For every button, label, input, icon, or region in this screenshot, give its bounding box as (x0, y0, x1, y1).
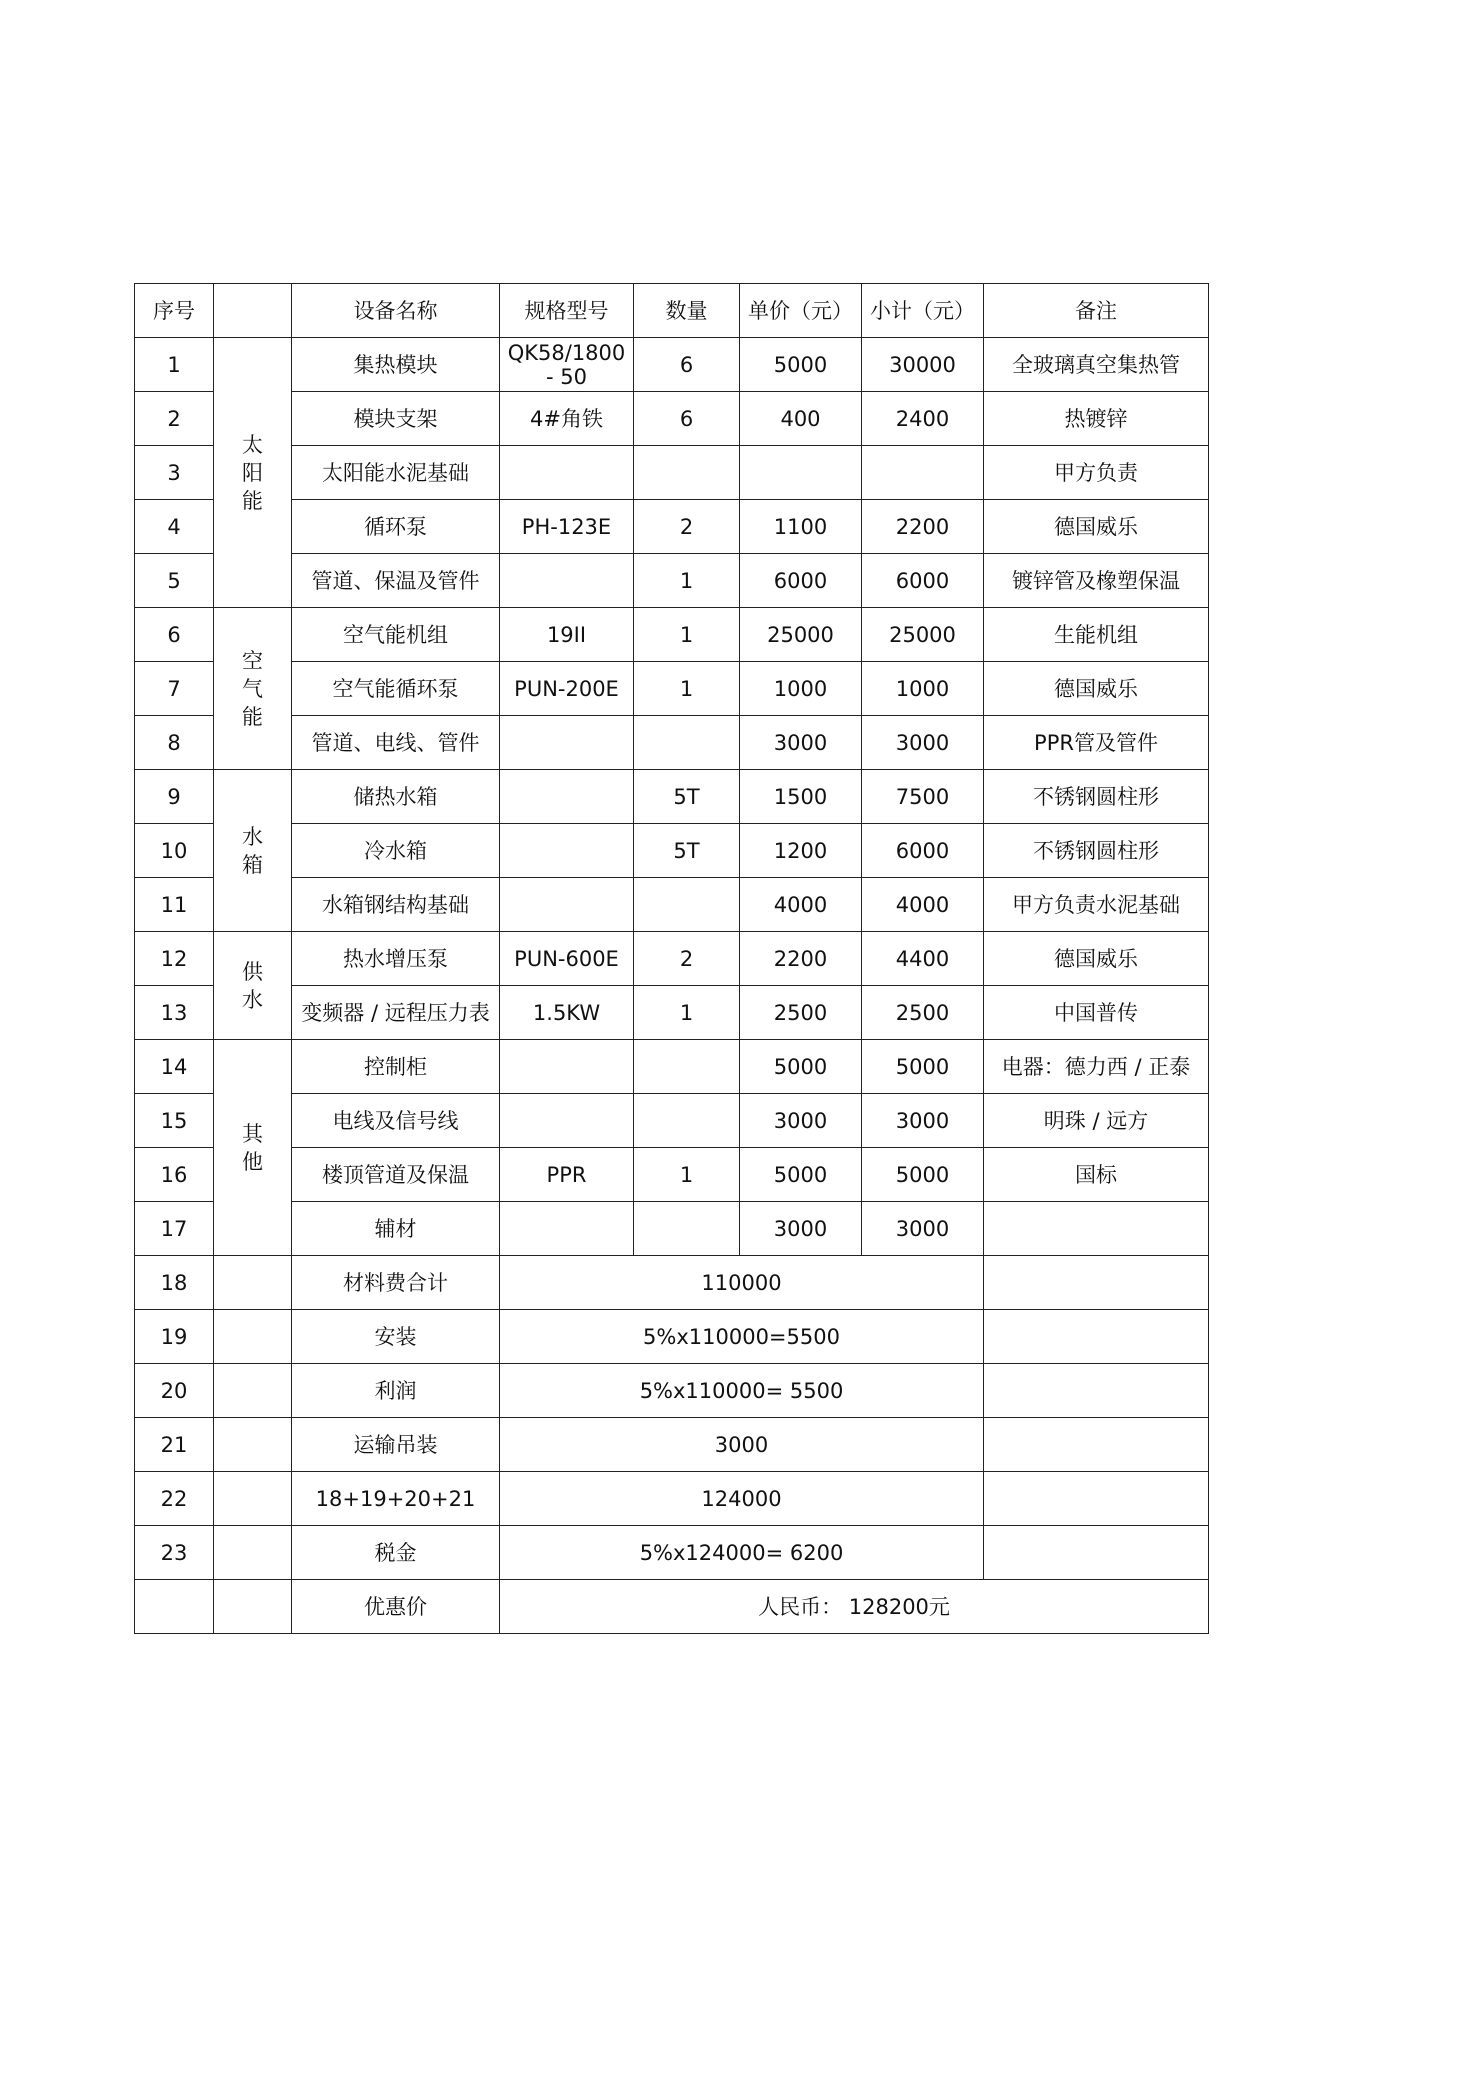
row-group-empty (214, 1364, 292, 1418)
row-name: 水箱钢结构基础 (292, 878, 500, 932)
row-name: 太阳能水泥基础 (292, 446, 500, 500)
row-subtotal: 3000 (862, 716, 984, 770)
row-group-empty (214, 1580, 292, 1634)
table-row (135, 1148, 1209, 1202)
row-group-empty (214, 1310, 292, 1364)
row-note-empty (984, 1310, 1209, 1364)
row-no: 15 (135, 1094, 214, 1148)
summary-row (135, 1472, 1209, 1526)
row-price: 6000 (740, 554, 862, 608)
row-subtotal: 5000 (862, 1148, 984, 1202)
row-value: 5%x110000=5500 (500, 1310, 984, 1364)
summary-row (135, 1256, 1209, 1310)
row-price: 3000 (740, 1202, 862, 1256)
row-price: 1200 (740, 824, 862, 878)
group-tank (214, 770, 292, 932)
row-name: 空气能机组 (292, 608, 500, 662)
row-model: PPR (500, 1148, 634, 1202)
row-name: 18+19+20+21 (292, 1472, 500, 1526)
header-note: 备注 (984, 284, 1209, 338)
table-row (135, 338, 1209, 392)
row-price: 4000 (740, 878, 862, 932)
row-value: 5%x124000= 6200 (500, 1526, 984, 1580)
row-group-empty (214, 1256, 292, 1310)
table-row (135, 824, 1209, 878)
row-qty: 5T (634, 770, 740, 824)
row-name: 安装 (292, 1310, 500, 1364)
group-char: 空 (242, 648, 263, 673)
row-note-empty (984, 1418, 1209, 1472)
row-name: 控制柜 (292, 1040, 500, 1094)
row-model: PH-123E (500, 500, 634, 554)
group-char: 其 (242, 1121, 263, 1146)
row-no: 10 (135, 824, 214, 878)
row-subtotal: 2200 (862, 500, 984, 554)
row-group-empty (214, 1472, 292, 1526)
row-no: 3 (135, 446, 214, 500)
summary-row (135, 1526, 1209, 1580)
header-model: 规格型号 (500, 284, 634, 338)
row-note: 德国威乐 (984, 662, 1209, 716)
row-qty: 2 (634, 500, 740, 554)
row-price: 400 (740, 392, 862, 446)
row-no: 4 (135, 500, 214, 554)
row-subtotal: 4000 (862, 878, 984, 932)
row-model (500, 878, 634, 932)
row-price: 1100 (740, 500, 862, 554)
group-char: 阳 (242, 460, 263, 485)
row-note: 中国普传 (984, 986, 1209, 1040)
row-note-empty (984, 1526, 1209, 1580)
row-price: 5000 (740, 338, 862, 392)
row-qty: 1 (634, 986, 740, 1040)
row-model (500, 1202, 634, 1256)
group-supply (214, 932, 292, 1040)
row-subtotal: 3000 (862, 1094, 984, 1148)
row-value: 110000 (500, 1256, 984, 1310)
row-price: 5000 (740, 1148, 862, 1202)
row-subtotal: 3000 (862, 1202, 984, 1256)
table-row (135, 878, 1209, 932)
row-note: 不锈钢圆柱形 (984, 824, 1209, 878)
row-value: 3000 (500, 1418, 984, 1472)
row-name: 储热水箱 (292, 770, 500, 824)
header-row (135, 284, 1209, 338)
table-row (135, 932, 1209, 986)
row-price: 1000 (740, 662, 862, 716)
table-row (135, 1040, 1209, 1094)
table-row (135, 770, 1209, 824)
header-price: 单价（元） (740, 284, 862, 338)
row-qty (634, 1040, 740, 1094)
table-row (135, 716, 1209, 770)
row-note: 甲方负责水泥基础 (984, 878, 1209, 932)
row-name: 热水增压泵 (292, 932, 500, 986)
row-note: 全玻璃真空集热管 (984, 338, 1209, 392)
row-price: 5000 (740, 1040, 862, 1094)
table-row (135, 1094, 1209, 1148)
row-no: 23 (135, 1526, 214, 1580)
group-char: 太 (242, 432, 263, 457)
summary-row (135, 1418, 1209, 1472)
row-no: 20 (135, 1364, 214, 1418)
row-note: 国标 (984, 1148, 1209, 1202)
row-subtotal: 2400 (862, 392, 984, 446)
table-row (135, 608, 1209, 662)
row-qty: 6 (634, 338, 740, 392)
row-value: 124000 (500, 1472, 984, 1526)
row-subtotal: 2500 (862, 986, 984, 1040)
table-row (135, 662, 1209, 716)
row-value: 人民币： 128200元 (500, 1580, 1209, 1634)
row-note: 德国威乐 (984, 500, 1209, 554)
row-model: PUN-600E (500, 932, 634, 986)
row-model: 4#角铁 (500, 392, 634, 446)
row-value: 5%x110000= 5500 (500, 1364, 984, 1418)
row-price: 25000 (740, 608, 862, 662)
row-model: 1.5KW (500, 986, 634, 1040)
row-price (740, 446, 862, 500)
row-name: 税金 (292, 1526, 500, 1580)
group-other (214, 1040, 292, 1256)
row-no: 1 (135, 338, 214, 392)
header-qty: 数量 (634, 284, 740, 338)
group-air (214, 608, 292, 770)
row-note: 热镀锌 (984, 392, 1209, 446)
row-price: 2500 (740, 986, 862, 1040)
row-note-empty (984, 1472, 1209, 1526)
group-char: 水 (242, 824, 263, 849)
row-no: 22 (135, 1472, 214, 1526)
row-name: 集热模块 (292, 338, 500, 392)
summary-row (135, 1580, 1209, 1634)
row-note: 电器：德力西 / 正泰 (984, 1040, 1209, 1094)
group-char: 能 (242, 488, 263, 513)
row-name: 楼顶管道及保温 (292, 1148, 500, 1202)
row-name: 模块支架 (292, 392, 500, 446)
row-no: 14 (135, 1040, 214, 1094)
row-no: 13 (135, 986, 214, 1040)
table-row (135, 392, 1209, 446)
row-name: 变频器 / 远程压力表 (292, 986, 500, 1040)
row-model: PUN-200E (500, 662, 634, 716)
row-name: 电线及信号线 (292, 1094, 500, 1148)
row-subtotal: 7500 (862, 770, 984, 824)
row-price: 3000 (740, 716, 862, 770)
row-no: 11 (135, 878, 214, 932)
row-name: 辅材 (292, 1202, 500, 1256)
row-subtotal: 5000 (862, 1040, 984, 1094)
summary-row (135, 1364, 1209, 1418)
row-no (135, 1580, 214, 1634)
row-no: 5 (135, 554, 214, 608)
row-model: QK58/1800 - 50 (500, 338, 634, 392)
row-note: PPR管及管件 (984, 716, 1209, 770)
row-subtotal: 1000 (862, 662, 984, 716)
row-qty: 1 (634, 554, 740, 608)
row-qty (634, 1094, 740, 1148)
row-model (500, 554, 634, 608)
row-name: 冷水箱 (292, 824, 500, 878)
header-no: 序号 (135, 284, 214, 338)
row-note: 明珠 / 远方 (984, 1094, 1209, 1148)
row-note-empty (984, 1364, 1209, 1418)
row-qty: 2 (634, 932, 740, 986)
row-note: 镀锌管及橡塑保温 (984, 554, 1209, 608)
row-model (500, 1094, 634, 1148)
row-no: 12 (135, 932, 214, 986)
row-subtotal: 6000 (862, 554, 984, 608)
row-qty (634, 446, 740, 500)
row-qty: 1 (634, 662, 740, 716)
row-subtotal: 30000 (862, 338, 984, 392)
row-qty (634, 1202, 740, 1256)
row-note: 德国威乐 (984, 932, 1209, 986)
row-model (500, 1040, 634, 1094)
row-qty: 1 (634, 1148, 740, 1202)
row-subtotal (862, 446, 984, 500)
table-row (135, 500, 1209, 554)
row-name: 运输吊装 (292, 1418, 500, 1472)
header-group (214, 284, 292, 338)
group-char: 箱 (242, 852, 263, 877)
row-no: 16 (135, 1148, 214, 1202)
row-qty: 5T (634, 824, 740, 878)
row-qty (634, 716, 740, 770)
row-model: 19II (500, 608, 634, 662)
row-name: 循环泵 (292, 500, 500, 554)
row-model (500, 770, 634, 824)
row-no: 18 (135, 1256, 214, 1310)
row-note: 生能机组 (984, 608, 1209, 662)
row-no: 6 (135, 608, 214, 662)
row-note: 甲方负责 (984, 446, 1209, 500)
row-no: 9 (135, 770, 214, 824)
row-price: 2200 (740, 932, 862, 986)
header-subtotal: 小计（元） (862, 284, 984, 338)
group-char: 气 (242, 676, 263, 701)
group-char: 供 (242, 959, 263, 984)
row-no: 17 (135, 1202, 214, 1256)
row-subtotal: 25000 (862, 608, 984, 662)
row-price: 3000 (740, 1094, 862, 1148)
table-row (135, 1202, 1209, 1256)
row-no: 19 (135, 1310, 214, 1364)
row-model (500, 824, 634, 878)
row-name: 管道、保温及管件 (292, 554, 500, 608)
row-note (984, 1202, 1209, 1256)
row-note: 不锈钢圆柱形 (984, 770, 1209, 824)
row-qty (634, 878, 740, 932)
row-model (500, 716, 634, 770)
group-char: 水 (242, 987, 263, 1012)
row-no: 8 (135, 716, 214, 770)
table-row (135, 986, 1209, 1040)
row-group-empty (214, 1418, 292, 1472)
group-solar (214, 338, 292, 608)
row-name: 利润 (292, 1364, 500, 1418)
row-qty: 1 (634, 608, 740, 662)
row-name: 空气能循环泵 (292, 662, 500, 716)
row-no: 2 (135, 392, 214, 446)
group-char: 能 (242, 704, 263, 729)
quotation-table (134, 283, 1209, 1634)
table-row (135, 554, 1209, 608)
row-group-empty (214, 1526, 292, 1580)
table-row (135, 446, 1209, 500)
header-name: 设备名称 (292, 284, 500, 338)
row-name: 优惠价 (292, 1580, 500, 1634)
row-name: 材料费合计 (292, 1256, 500, 1310)
summary-row (135, 1310, 1209, 1364)
row-note-empty (984, 1256, 1209, 1310)
row-no: 7 (135, 662, 214, 716)
group-char: 他 (242, 1149, 263, 1174)
row-qty: 6 (634, 392, 740, 446)
row-subtotal: 6000 (862, 824, 984, 878)
row-no: 21 (135, 1418, 214, 1472)
row-model (500, 446, 634, 500)
row-subtotal: 4400 (862, 932, 984, 986)
row-price: 1500 (740, 770, 862, 824)
row-name: 管道、电线、管件 (292, 716, 500, 770)
